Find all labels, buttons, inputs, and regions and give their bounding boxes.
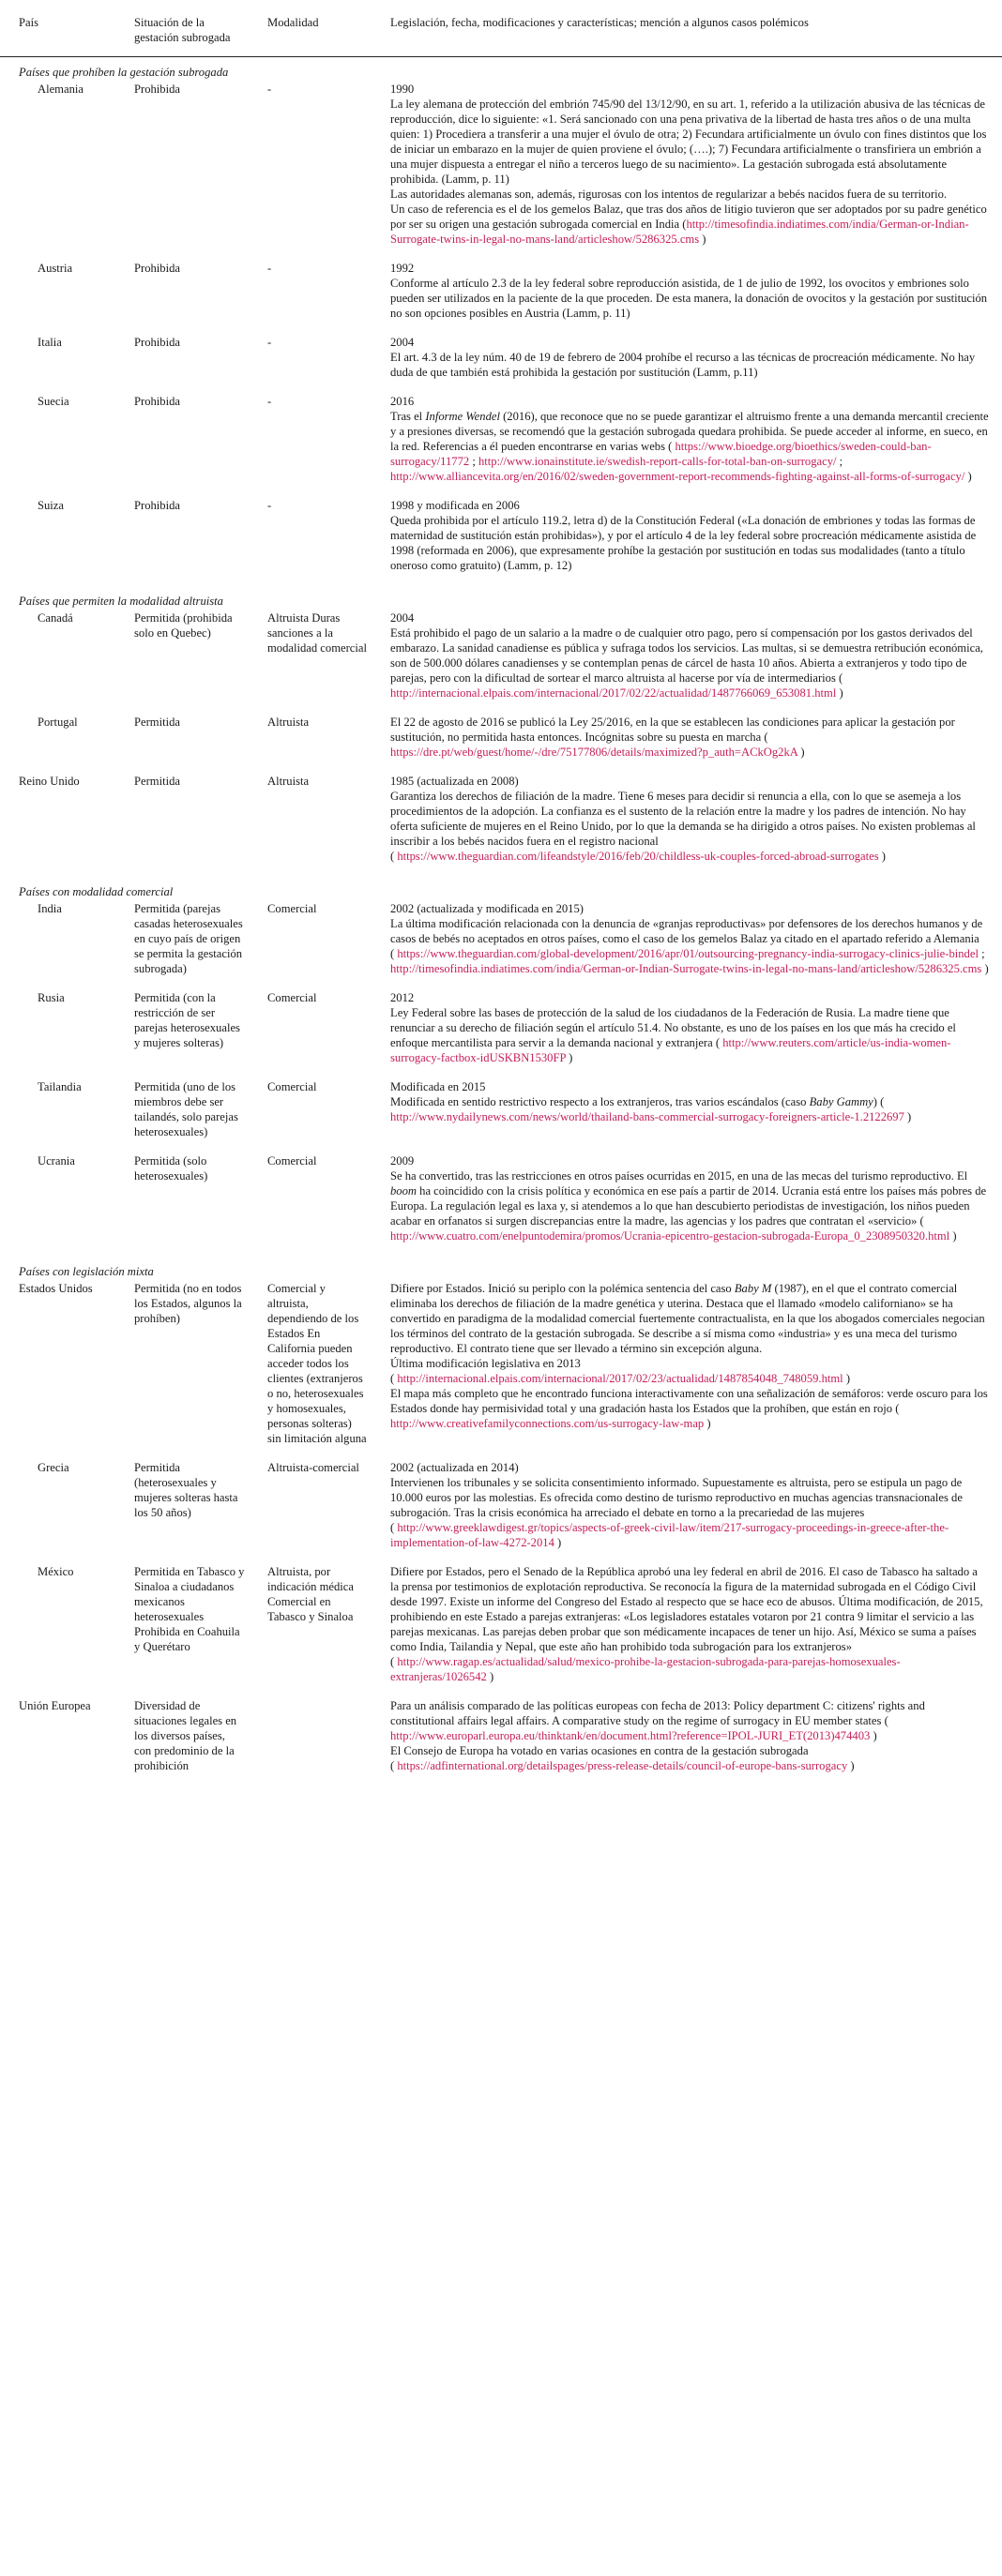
table-row xyxy=(0,1280,1002,1459)
table-row xyxy=(0,497,1002,586)
reference-link[interactable]: http://timesofindia.indiatimes.com/india/German-or-Indian-Surrogate-twins-in-legal-no-mans-land/articleshow/5286325.cms xyxy=(390,218,969,246)
legislation-text: Difiere por Estados. Inició su periplo con la polémica sentencia del caso Baby M (1987), en el que el contrato comercial eliminaba los derechos de filiación de la madre genética y uterina. Destaca que el llamado «modelo californiano» se ha convertido en paradigma de la modalidad comercial fuertemente contractualista, en la que los abogados comerciales negocian los términos del contrato de la gestación subrogada. Se describe a sí misma como «industria» y es una meca del turismo reproductivo. El contrato tiene que ser llevado a término sin excepción alguna. xyxy=(390,1282,985,1355)
modality-cell: Altruista-comercial xyxy=(267,1461,359,1474)
legislation-text: Modificada en sentido restrictivo respecto a los extranjeros, tras varios escándalos (caso Baby Gammy) ( http://www.nydailynews.com/news/world/thailand-bans-commercial-surrogacy-foreigners-article-1.2122697 ) xyxy=(390,1095,912,1123)
section-row xyxy=(0,57,1002,82)
legislation-cell xyxy=(372,497,1002,586)
reference-link[interactable]: http://internacional.elpais.com/internacional/2017/02/23/actualidad/1487854048_748059.html xyxy=(397,1372,843,1385)
modality-cell: - xyxy=(267,395,272,408)
legislation-cell xyxy=(372,1459,1002,1563)
legislation-text: ( http://www.greeklawdigest.gr/topics/aspects-of-greek-civil-law/item/217-surrogacy-proceedings-in-greece-after-the-implementation-of-law-4272-2014 ) xyxy=(390,1521,949,1549)
country-cell: Austria xyxy=(38,262,73,275)
legislation-text: Última modificación legislativa en 2013 xyxy=(390,1357,581,1370)
table-row xyxy=(0,334,1002,393)
legislation-text: Para un análisis comparado de las políticas europeas con fecha de 2013: Policy department C: citizens' rights and constitutional affairs legal affairs. A comparative study on the regime of surrogacy in EU member states ( http://www.europarl.europa.eu/thinktank/en/document.html?reference=IPOL-JURI_ET(2013)474403 ) xyxy=(390,1699,925,1742)
country-cell: Estados Unidos xyxy=(19,1282,93,1295)
section-row xyxy=(0,877,1002,900)
legislation-cell xyxy=(372,1078,1002,1152)
table-row xyxy=(0,900,1002,989)
modality-cell: Comercial xyxy=(267,991,317,1004)
legislation-cell xyxy=(372,989,1002,1078)
modality-cell: Altruista Duras sanciones a la modalidad comercial xyxy=(267,611,367,655)
legislation-cell xyxy=(372,1697,1002,1786)
legislation-cell xyxy=(372,610,1002,714)
legislation-text: La ley alemana de protección del embrión 745/90 del 13/12/90, en su art. 1, referido a la utilización abusiva de las técnicas de reproducción, dice lo siguiente: «1. Será sancionado con una pena privativa de la libertad de hasta tres años o de una multa quien: 1) Procediera a transferir a una mujer el óvulo de otra; 2) Fecundara artificialmente un óvulo con fines distintos que los de iniciar un embarazo en la mujer de quien proviene el óvulo; (….); 7) Fecundara artificialmente o transfiriera un embrión a una mujer dispuesta a entregar el niño a terceros luego de su nacimiento». La gestación subrogada está absolutamente prohibida. (Lamm, p. 11) xyxy=(390,98,987,186)
modality-cell: Altruista, por indicación médica Comercial en Tabasco y Sinaloa xyxy=(267,1565,354,1623)
status-cell: Permitida (con la restricción de ser parejas heterosexuales y mujeres solteras) xyxy=(134,991,240,1049)
table-row xyxy=(0,1459,1002,1563)
country-cell: Portugal xyxy=(38,716,78,729)
country-cell: Grecia xyxy=(38,1461,69,1474)
country-cell: Ucrania xyxy=(38,1154,75,1167)
country-cell: Rusia xyxy=(38,991,65,1004)
modality-cell: - xyxy=(267,262,272,275)
modality-cell: - xyxy=(267,83,272,96)
reference-link[interactable]: http://www.europarl.europa.eu/thinktank/en/document.html?reference=IPOL-JURI_ET(2013)474403 xyxy=(390,1729,871,1742)
table-row xyxy=(0,714,1002,773)
legislation-cell xyxy=(372,714,1002,773)
reference-link[interactable]: https://www.theguardian.com/global-development/2016/apr/01/outsourcing-pregnancy-india-surrogacy-clinics-julie-bindel xyxy=(397,947,979,960)
legislation-text: Las autoridades alemanas son, además, rigurosas con los intentos de regularizar a bebés nacidos fuera de su territorio. xyxy=(390,188,948,201)
legislation-text: El art. 4.3 de la ley núm. 40 de 19 de febrero de 2004 prohíbe el recurso a las técnicas de procreación médicamente. No hay duda de que también está prohibida la gestación por sustitución (Lamm, p.11) xyxy=(390,351,976,379)
legislation-cell xyxy=(372,260,1002,334)
modality-cell xyxy=(249,1697,372,1786)
modality-cell: Comercial y altruista, dependiendo de los Estados En California pueden acceder todos los clientes (extranjeros o no, heterosexuales y homosexuales, personas solteras) sin limitación alguna xyxy=(267,1282,367,1445)
header-country: País xyxy=(0,0,115,57)
section-title: Países que permiten la modalidad altruista xyxy=(19,595,223,608)
modality-cell: Comercial xyxy=(267,902,317,915)
header-legislation: Legislación, fecha, modificaciones y características; mención a algunos casos polémicos xyxy=(372,0,1002,57)
status-cell: Prohibida xyxy=(134,499,180,512)
section-title: Países con modalidad comercial xyxy=(19,885,174,898)
legislation-text: Tras el Informe Wendel (2016), que reconoce que no se puede garantizar el altruismo frente a una demanda mercantil creciente y a presiones diversas, se recomendó que la gestación subrogada quedara prohibida. Se puede acceder al informe, en sueco, en la red. Referencias a él pueden encontrarse en varias webs ( https://www.bioedge.org/bioethics/sweden-could-ban-surrogacy/11772 ; http://www.ionainstitute.ie/swedish-report-calls-for-total-ban-on-surrogacy/ ; http://www.alliancevita.org/en/2016/02/sweden-government-report-recommends-fighting-against-all-forms-of-surrogacy/ ) xyxy=(390,410,989,483)
legislation-date: 2002 (actualizada y modificada en 2015) xyxy=(390,902,584,915)
reference-link[interactable]: https://www.theguardian.com/lifeandstyle/2016/feb/20/childless-uk-couples-forced-abroad-surrogates xyxy=(397,850,879,863)
country-cell: Unión Europea xyxy=(19,1699,91,1712)
legislation-date: 2009 xyxy=(390,1154,415,1167)
reference-link[interactable]: https://www.bioedge.org/bioethics/sweden-could-ban-surrogacy/11772 xyxy=(390,440,932,468)
legislation-date: 2004 xyxy=(390,336,415,349)
country-cell: Tailandia xyxy=(38,1080,82,1093)
section-title: Países con legislación mixta xyxy=(19,1265,154,1278)
status-cell: Prohibida xyxy=(134,336,180,349)
legislation-date: 1990 xyxy=(390,83,415,96)
modality-cell: Altruista xyxy=(267,716,310,729)
reference-link[interactable]: http://timesofindia.indiatimes.com/india/German-or-Indian-Surrogate-twins-in-legal-no-mans-land/articleshow/5286325.cms xyxy=(390,962,982,975)
status-cell: Permitida (parejas casadas heterosexuales en cuyo país de origen se permita la gestación subrogada) xyxy=(134,902,243,975)
legislation-cell xyxy=(372,1280,1002,1459)
legislation-text: Está prohibido el pago de un salario a la madre o de cualquier otro pago, pero sí compensación por los gastos derivados del embarazo. La sanidad canadiense es pública y sufraga todos los servicios. Las multas, si se demuestra retribución económica, son de 500.000 dólares canadienses y se contemplan penas de cárcel de hasta 10 años. Abierta a extranjeros y todo tipo de parejas, pero con la dificultad de sortear el marco altruista al hacerse por vía de intermediarios ( http://internacional.elpais.com/internacional/2017/02/22/actualidad/1487766069_653081.html ) xyxy=(390,626,983,700)
reference-link[interactable]: http://www.greeklawdigest.gr/topics/aspects-of-greek-civil-law/item/217-surrogacy-proceedings-in-greece-after-the-implementation-of-law-4272-2014 xyxy=(390,1521,949,1549)
status-cell: Permitida (solo heterosexuales) xyxy=(134,1154,208,1183)
country-cell: Suiza xyxy=(38,499,64,512)
status-cell: Permitida (prohibida solo en Quebec) xyxy=(134,611,233,640)
legislation-text: Intervienen los tribunales y se solicita consentimiento informado. Supuestamente es altruista, pero se estipula un pago de 10.000 euros por las molestias. Es ofrecida como destino de turismo reproductivo en muchas agencias transnacionales de subrogación. Tras la crisis económica ha arreciado el debate en torno a la precariedad de las mujeres xyxy=(390,1476,963,1519)
legislation-text: El 22 de agosto de 2016 se publicó la Ley 25/2016, en la que se establecen las condiciones para aplicar la gestación por sustitución, no permitida hasta entonces. Incógnitas sobre su puesta en marcha ( https://dre.pt/web/guest/home/-/dre/75177806/details/maximized?p_auth=ACkOg2kA ) xyxy=(390,716,955,759)
status-cell: Permitida (no en todos los Estados, algunos la prohíben) xyxy=(134,1282,242,1325)
status-cell: Prohibida xyxy=(134,262,180,275)
legislation-date: 2002 (actualizada en 2014) xyxy=(390,1461,519,1474)
header-status: Situación de la gestación subrogada xyxy=(115,0,249,57)
table-row xyxy=(0,1078,1002,1152)
legislation-text: Se ha convertido, tras las restricciones en otros países ocurridas en 2015, en una de las mecas del turismo reproductivo. El boom ha coincidido con la crisis política y económica en ese país a partir de 2014. Ucrania está entre los países más pobres de Europa. La regulación legal es laxa y, si atendemos a lo que han descubierto periodistas de investigación, los niños pueden acabar en orfanatos si surgen discrepancias entre la madre, las agencias y los padres que contratan el «servicio» ( http://www.cuatro.com/enelpuntodemira/promos/Ucrania-epicentro-gestacion-subrogada-Europa_0_2308950320.html ) xyxy=(390,1169,987,1243)
section-row xyxy=(0,586,1002,610)
section-row xyxy=(0,1257,1002,1280)
reference-link[interactable]: http://www.alliancevita.org/en/2016/02/sweden-government-report-recommends-fighting-against-all-forms-of-surrogacy/ xyxy=(390,470,965,483)
table-header-row xyxy=(0,0,1002,57)
table-row xyxy=(0,260,1002,334)
legislation-cell xyxy=(372,1563,1002,1697)
legislation-text: El mapa más completo que he encontrado funciona interactivamente con una señalización de semáforos: verde oscuro para los Estados donde hay permisividad total y una gradación hasta los Estados que la prohíben, que están en rojo ( http://www.creativefamilyconnections.com/us-surrogacy-law-map ) xyxy=(390,1387,988,1430)
status-cell: Permitida xyxy=(134,716,180,729)
table-row xyxy=(0,81,1002,260)
legislation-text: El Consejo de Europa ha votado en varias ocasiones en contra de la gestación subrogada xyxy=(390,1744,809,1757)
modality-cell: Comercial xyxy=(267,1154,317,1167)
status-cell: Permitida (heterosexuales y mujeres solteras hasta los 50 años) xyxy=(134,1461,238,1519)
country-cell: Reino Unido xyxy=(19,775,80,788)
reference-link[interactable]: http://www.ragap.es/actualidad/salud/mexico-prohibe-la-gestacion-subrogada-para-parejas-homosexuales-extranjeras/1026542 xyxy=(390,1655,901,1683)
section-title: Países que prohíben la gestación subrogada xyxy=(19,66,229,79)
legislation-text: ( http://www.ragap.es/actualidad/salud/mexico-prohibe-la-gestacion-subrogada-para-parejas-homosexuales-extranjeras/1026542 ) xyxy=(390,1655,901,1683)
header-modality: Modalidad xyxy=(249,0,372,57)
case-name: Baby Gammy xyxy=(809,1095,873,1108)
country-cell: México xyxy=(38,1565,74,1578)
legislation-cell xyxy=(372,773,1002,877)
report-title: Informe Wendel xyxy=(425,410,500,423)
table-row xyxy=(0,1563,1002,1697)
legislation-text: ( http://internacional.elpais.com/internacional/2017/02/23/actualidad/1487854048_748059.html ) xyxy=(390,1372,851,1385)
legislation-cell xyxy=(372,81,1002,260)
legislation-text: Queda prohibida por el artículo 119.2, letra d) de la Constitución Federal («La donación de embriones y todas las formas de maternidad de sustitución están prohibidas»), y por el artículo 4 de la ley federal sobre procreación médicamente asistida de 1998 (reformada en 2006), que expresamente prohíbe la gestación por sustitución en todas sus modalidades (tanto a título oneroso como gratuito) (Lamm, p. 12) xyxy=(390,514,977,572)
table-row xyxy=(0,610,1002,714)
reference-link[interactable]: http://internacional.elpais.com/internacional/2017/02/22/actualidad/1487766069_653081.html xyxy=(390,686,837,700)
legislation-text: ( https://adfinternational.org/detailspages/press-release-details/council-of-europe-bans-surrogacy ) xyxy=(390,1759,855,1772)
emphasis-word: boom xyxy=(390,1184,417,1198)
legislation-date: 1992 xyxy=(390,262,415,275)
country-cell: Suecia xyxy=(38,395,69,408)
legislation-text: Garantiza los derechos de filiación de la madre. Tiene 6 meses para decidir si renuncia a ella, con lo que se asemeja a los procedimientos de la adopción. La confianza es el sustento de la relación entre la madre y los padres de intención. No hay oferta suficiente de mujeres en el Reino Unido, por lo que la demanda se ha dirigido a otros países. No existen problemas al inscribir a los bebés nacidos fuera en el registro nacional xyxy=(390,790,976,848)
country-cell: Alemania xyxy=(38,83,84,96)
legislation-text: Difiere por Estados, pero el Senado de la República aprobó una ley federal en abril de 2016. El caso de Tabasco ha saltado a la prensa por testimonios de explotación reproductiva. Se reconocía la figura de la maternidad subrogada en el Código Civil desde 1997. Existe un informe del Congreso del Estado al respecto que se hace eco de abusos. Última modificación, de 2015, prohibiendo en este Estado a parejas extranjeras: «Los legisladores estatales votaron por 21 contra 9 limitar el servicio a las parejas mexicanas. Las parejas deben probar que son médicamente incapaces de tener un hijo. Así, México se suma a países como India, Tailandia y Nepal, que este año han prohibido toda subrogación para los extranjeros» xyxy=(390,1565,983,1653)
legislation-date: 2004 xyxy=(390,611,415,625)
reference-link[interactable]: http://www.reuters.com/article/us-india-women-surrogacy-factbox-idUSKBN1530FP xyxy=(390,1036,951,1064)
legislation-text: Un caso de referencia es el de los gemelos Balaz, que tras dos años de litigio tuvieron que ser adoptados por su padre genético por ser su origen una gestación subrogada comercial en India (http://timesofindia.indiatimes.com/india/German-or-Indian-Surrogate-twins-in-legal-no-mans-land/articleshow/5286325.cms ) xyxy=(390,203,987,246)
country-cell: Italia xyxy=(38,336,62,349)
case-name: Baby M xyxy=(734,1282,772,1295)
status-cell: Prohibida xyxy=(134,83,180,96)
status-cell: Permitida (uno de los miembros debe ser tailandés, solo parejas heterosexuales) xyxy=(134,1080,238,1138)
legislation-cell xyxy=(372,393,1002,497)
legislation-text: ( https://www.theguardian.com/global-development/2016/apr/01/outsourcing-pregnancy-india-surrogacy-clinics-julie-bindel ; http://timesofindia.indiatimes.com/india/German-or-Indian-Surrogate-twins-in-legal-no-mans-land/articleshow/5286325.cms ) xyxy=(390,947,989,975)
table-row xyxy=(0,393,1002,497)
status-cell: Permitida en Tabasco y Sinaloa a ciudadanos mexicanos heterosexuales Prohibida en Coahuila y Querétaro xyxy=(134,1565,245,1653)
legislation-text: Conforme al artículo 2.3 de la ley federal sobre reproducción asistida, de 1 de julio de 1992, los ovocitos y embriones solo pueden ser utilizados en la paciente de la que proceden. De esta manera, la donación de ovocitos y la gestación por sustitución no son opciones posibles en Austria (Lamm, p. 11) xyxy=(390,277,988,320)
legislation-date: Modificada en 2015 xyxy=(390,1080,486,1093)
table-row xyxy=(0,1152,1002,1257)
legislation-date: 1985 (actualizada en 2008) xyxy=(390,775,519,788)
legislation-cell xyxy=(372,1152,1002,1257)
reference-link[interactable]: http://www.ionainstitute.ie/swedish-report-calls-for-total-ban-on-surrogacy/ xyxy=(478,455,837,468)
legislation-date: 2012 xyxy=(390,991,415,1004)
status-cell: Diversidad de situaciones legales en los diversos países, con predominio de la prohibición xyxy=(134,1699,237,1772)
reference-link[interactable]: http://www.creativefamilyconnections.com/us-surrogacy-law-map xyxy=(390,1417,705,1430)
legislation-cell xyxy=(372,334,1002,393)
reference-link[interactable]: http://www.cuatro.com/enelpuntodemira/promos/Ucrania-epicentro-gestacion-subrogada-Europa_0_2308950320.html xyxy=(390,1229,950,1243)
reference-link[interactable]: https://adfinternational.org/detailspages/press-release-details/council-of-europe-bans-surrogacy xyxy=(397,1759,848,1772)
modality-cell: Altruista xyxy=(267,775,310,788)
status-cell: Permitida xyxy=(134,775,180,788)
table-row xyxy=(0,773,1002,877)
country-cell: Canadá xyxy=(38,611,73,625)
modality-cell: - xyxy=(267,336,272,349)
country-cell: India xyxy=(38,902,62,915)
legislation-date: 2016 xyxy=(390,395,415,408)
reference-link[interactable]: https://dre.pt/web/guest/home/-/dre/75177806/details/maximized?p_auth=ACkOg2kA xyxy=(390,746,798,759)
modality-cell: - xyxy=(267,499,272,512)
reference-link[interactable]: http://www.nydailynews.com/news/world/thailand-bans-commercial-surrogacy-foreigners-article-1.2122697 xyxy=(390,1110,904,1123)
modality-cell: Comercial xyxy=(267,1080,317,1093)
legislation-date: 1998 y modificada en 2006 xyxy=(390,499,520,512)
table-row xyxy=(0,1697,1002,1786)
legislation-cell xyxy=(372,900,1002,989)
legislation-text: ( https://www.theguardian.com/lifeandstyle/2016/feb/20/childless-uk-couples-forced-abroad-surrogates ) xyxy=(390,850,886,863)
status-cell: Prohibida xyxy=(134,395,180,408)
table-row xyxy=(0,989,1002,1078)
legislation-text: La última modificación relacionada con la denuncia de «granjas reproductivas» por defensores de los derechos humanos y de casos de bebés no aceptados en otros países, como el caso de los gemelos Balaz ya citado en el apartado referido a Alemania xyxy=(390,917,983,945)
legislation-text: Ley Federal sobre las bases de protección de la salud de los ciudadanos de la Federación de Rusia. La madre tiene que renunciar a su derecho de filiación según el artículo 51.4. No obstante, es uno de los países en los que más ha crecido el enfoque mercantilista para servir a la demanda nacional y extranjera ( http://www.reuters.com/article/us-india-women-surrogacy-factbox-idUSKBN1530FP ) xyxy=(390,1006,956,1064)
